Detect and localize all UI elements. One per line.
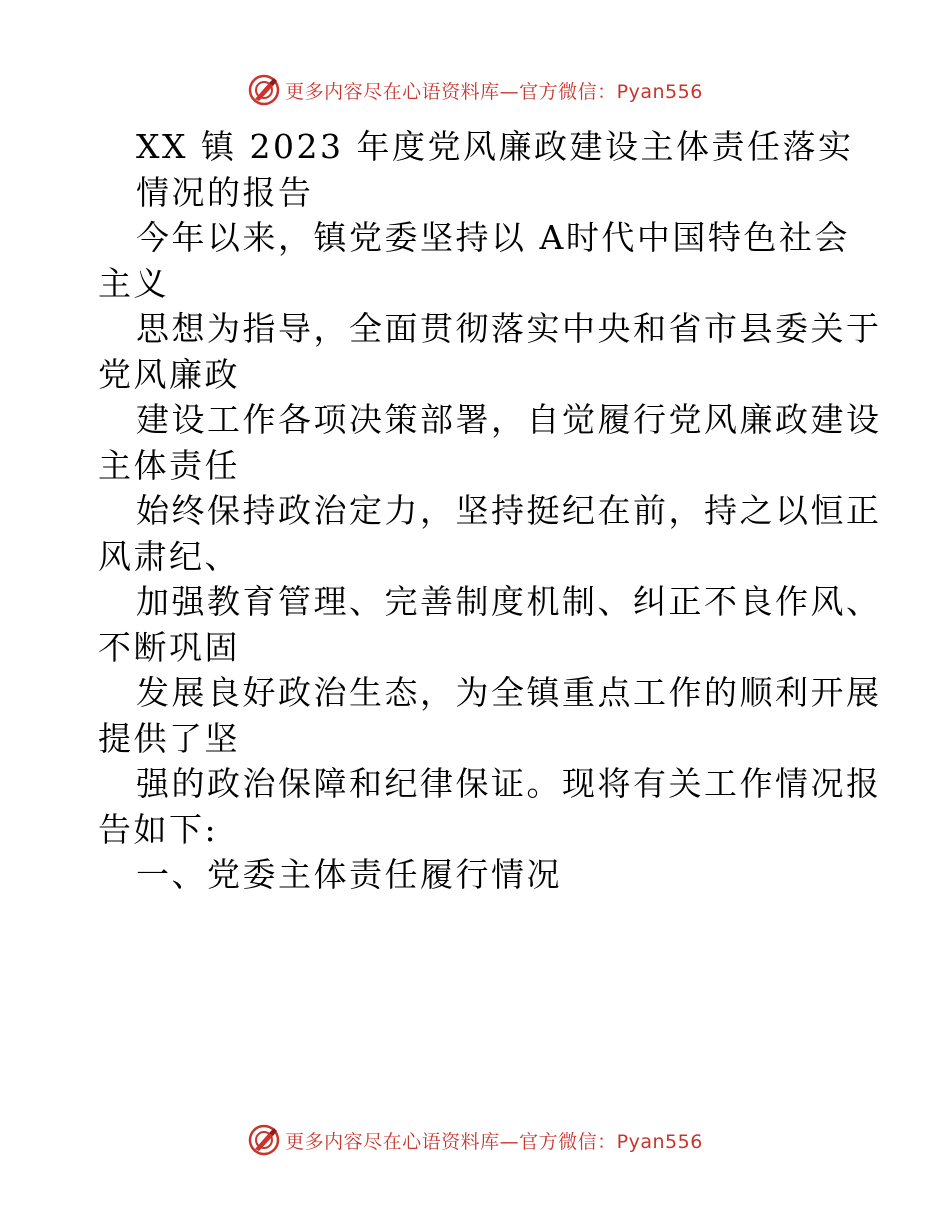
document-body — [98, 124, 882, 898]
paragraph-line: 始终保持政治定力，坚持挺纪在前，持之以恒正 — [136, 491, 882, 530]
paragraph-line: 党风廉政 — [98, 354, 240, 394]
paragraph-line: 发展良好政治生态，为全镇重点工作的顺利开展 — [136, 673, 882, 712]
paragraph-line: 建设工作各项决策部署，自觉履行党风廉政建设 — [136, 400, 882, 439]
banner-text: 更多内容尽在心语资料库—官方微信：Pyan556 — [285, 80, 703, 103]
paragraph-line: 主义 — [98, 263, 169, 303]
pen-logo-icon — [247, 73, 281, 107]
document-title-line-2: 情况的报告 — [136, 172, 314, 212]
section-heading: 一、党委主体责任履行情况 — [136, 855, 562, 894]
paragraph-line: 提供了坚 — [98, 718, 240, 758]
paragraph-line: 不断巩固 — [98, 627, 240, 667]
paragraph-line: 主体责任 — [98, 445, 240, 485]
paragraph-line: 告如下: — [98, 809, 219, 849]
header-banner — [0, 70, 950, 110]
document-title-line-1: XX 镇 2023 年度党风廉政建设主体责任落实 — [136, 127, 854, 166]
paragraph-line: 思想为指导，全面贯彻落实中央和省市县委关于 — [136, 309, 882, 348]
pen-logo-icon — [247, 1123, 281, 1157]
paragraph-line: 强的政治保障和纪律保证。现将有关工作情况报 — [136, 764, 882, 803]
footer-banner — [0, 1120, 950, 1160]
paragraph-line: 加强教育管理、完善制度机制、纠正不良作风、 — [136, 582, 882, 621]
banner-text: 更多内容尽在心语资料库—官方微信：Pyan556 — [285, 1130, 703, 1153]
paragraph-line: 今年以来，镇党委坚持以 A时代中国特色社会 — [136, 218, 850, 257]
paragraph-line: 风肃纪、 — [98, 536, 240, 576]
